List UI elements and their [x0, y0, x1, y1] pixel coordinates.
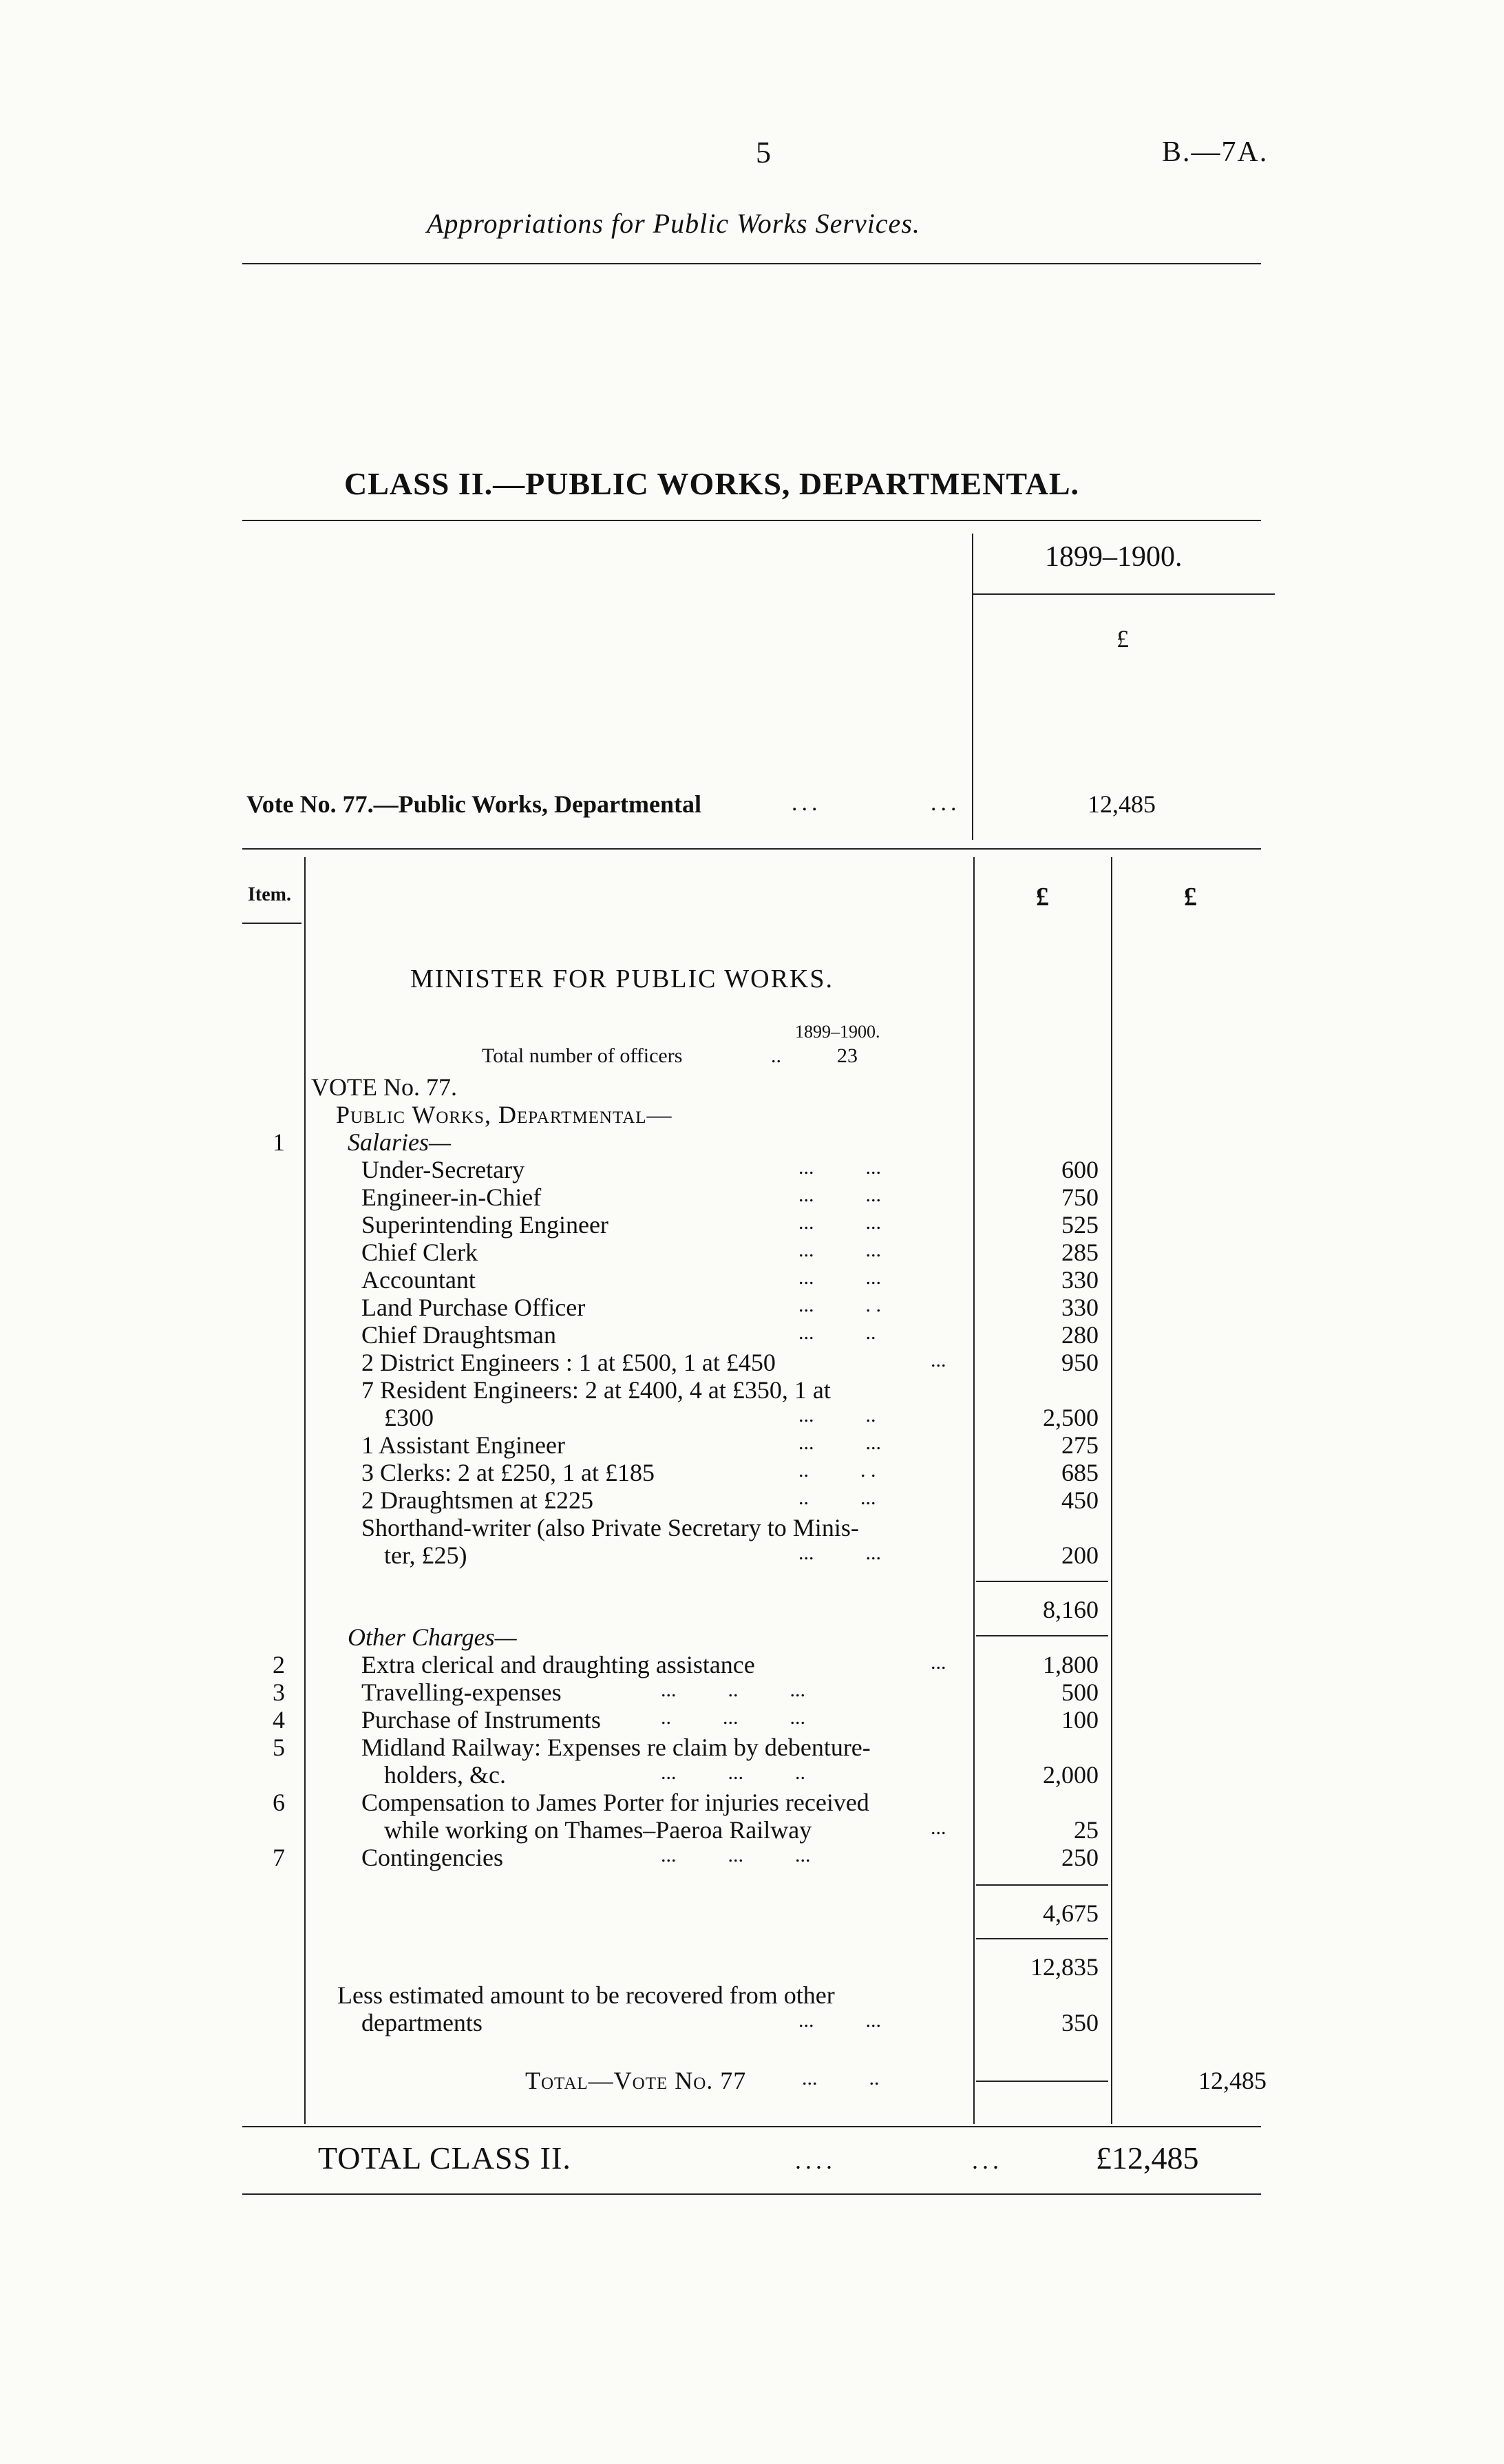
other-subtotal-rule-bottom [976, 1938, 1108, 1939]
summary-divider [972, 534, 973, 840]
vote-total-rule [976, 2081, 1108, 2082]
other-subtotal-rule-top [976, 1884, 1108, 1886]
salary-amount: 330 [1061, 1294, 1099, 1321]
officers-label: Total number of officers [482, 1044, 683, 1067]
vote-total-amount: 12,485 [1198, 2067, 1267, 2094]
salaries-subtotal-rule-top [976, 1581, 1108, 1582]
resident-engineers-amount: 2,500 [1043, 1404, 1099, 1431]
salary-dots: .. ... [798, 1486, 876, 1509]
col2-currency: £ [1184, 883, 1197, 912]
other-charge-amount: 1,800 [1043, 1651, 1099, 1678]
salary-amount: 950 [1061, 1349, 1099, 1376]
salary-label: Chief Clerk [361, 1239, 478, 1266]
compensation-line-1: Compensation to James Porter for injuries received [361, 1789, 869, 1816]
contingencies-amount: 250 [1061, 1844, 1099, 1871]
salary-dots: ... ... [798, 1239, 881, 1261]
salary-amount: 600 [1061, 1156, 1099, 1183]
midland-dots: ... ... .. [661, 1761, 805, 1784]
salary-label: 1 Assistant Engineer [361, 1431, 565, 1459]
salary-label: Superintending Engineer [361, 1211, 608, 1239]
vote-total-dots: ... .. [802, 2067, 880, 2089]
header-rule [242, 263, 1261, 264]
table-bottom-rule [242, 2126, 1261, 2127]
grand-total-dots-1: .... [795, 2147, 836, 2174]
less-recovered-amount: 350 [1061, 2009, 1099, 2036]
salary-dots: ... .. [798, 1321, 876, 1344]
salary-label: 3 Clerks: 2 at £250, 1 at £185 [361, 1459, 655, 1486]
other-charge-dots: ... .. ... [661, 1678, 805, 1701]
salary-label: 2 Draughtsmen at £225 [361, 1486, 593, 1514]
salary-label: Chief Draughtsman [361, 1321, 556, 1349]
vote-number: VOTE No. 77. [311, 1073, 457, 1101]
compensation-line-2: while working on Thames–Paeroa Railway [384, 1816, 812, 1844]
salary-dots: ... [931, 1349, 946, 1371]
salary-amount: 330 [1061, 1266, 1099, 1294]
midland-item-number: 5 [273, 1734, 285, 1761]
salary-label: Accountant [361, 1266, 476, 1294]
item-header-rule [242, 923, 301, 924]
salary-amount: 750 [1061, 1183, 1099, 1211]
midland-line-1: Midland Railway: Expenses re claim by debenture- [361, 1734, 871, 1761]
summary-vote-dots-1: ... [792, 790, 822, 816]
salary-dots: ... ... [798, 1266, 881, 1289]
salary-amount: 275 [1061, 1431, 1099, 1459]
class-title-rule [242, 520, 1261, 521]
vote-total-label: Total—Vote No. 77 [525, 2067, 747, 2094]
class-title: CLASS II.—PUBLIC WORKS, DEPARTMENTAL. [344, 466, 1080, 501]
resident-engineers-line-2: £300 [384, 1404, 434, 1431]
salary-amount: 280 [1061, 1321, 1099, 1349]
grand-total-amount: £12,485 [1096, 2140, 1199, 2176]
other-charge-dots: ... [931, 1651, 946, 1674]
other-charge-amount: 500 [1061, 1678, 1099, 1706]
other-charges-heading: Other Charges— [348, 1623, 517, 1651]
other-item-number: 2 [273, 1651, 285, 1678]
salaries-heading: Salaries— [348, 1128, 452, 1156]
summary-year-rule [972, 593, 1275, 595]
compensation-item-number: 6 [273, 1789, 285, 1816]
midland-amount: 2,000 [1043, 1761, 1099, 1789]
salary-amount: 450 [1061, 1486, 1099, 1514]
page-number: 5 [756, 136, 771, 169]
contingencies-item-number: 7 [273, 1844, 285, 1871]
less-recovered-line-1: Less estimated amount to be recovered from other [337, 1981, 835, 2009]
other-charge-dots: .. ... ... [661, 1706, 805, 1729]
salaries-subtotal-rule-bottom [976, 1635, 1108, 1636]
gross-total: 12,835 [1030, 1953, 1099, 1981]
salary-label: Under-Secretary [361, 1156, 525, 1183]
grand-total-label: TOTAL CLASS II. [318, 2140, 571, 2176]
other-item-number: 3 [273, 1678, 285, 1706]
salaries-item-number: 1 [273, 1128, 285, 1156]
officers-count: 23 [837, 1044, 858, 1067]
compensation-amount: 25 [1074, 1816, 1099, 1844]
summary-bottom-rule [242, 848, 1261, 850]
salary-amount: 685 [1061, 1459, 1099, 1486]
midland-line-2: holders, &c. [384, 1761, 506, 1789]
summary-vote-label: Vote No. 77.—Public Works, Departmental [246, 790, 701, 818]
salary-label: Engineer-in-Chief [361, 1183, 542, 1211]
vote-name: Public Works, Departmental— [336, 1101, 672, 1128]
shorthand-writer-line-1: Shorthand-writer (also Private Secretary to Minis- [361, 1514, 859, 1541]
salary-amount: 525 [1061, 1211, 1099, 1239]
item-header: Item. [248, 884, 291, 905]
summary-vote-amount: 12,485 [1088, 790, 1156, 818]
shorthand-writer-amount: 200 [1061, 1541, 1099, 1569]
item-column-divider [304, 857, 306, 2124]
officers-dots: .. [771, 1044, 781, 1067]
shorthand-writer-line-2: ter, £25) [384, 1541, 467, 1569]
summary-currency: £ [1116, 625, 1129, 653]
compensation-dots: ... [931, 1816, 946, 1839]
grand-total-rule [242, 2193, 1261, 2195]
salary-dots: ... ... [798, 1211, 881, 1234]
salary-dots: .. . . [798, 1459, 876, 1482]
less-recovered-line-2: departments [361, 2009, 483, 2036]
salary-label: 2 District Engineers : 1 at £500, 1 at £450 [361, 1349, 776, 1376]
other-item-number: 4 [273, 1706, 285, 1734]
summary-year: 1899–1900. [1045, 541, 1183, 573]
grand-total-dots-2: ... [972, 2147, 1003, 2174]
summary-vote-dots-2: ... [931, 790, 961, 816]
document-reference: B.—7A. [1162, 136, 1269, 168]
page-subtitle: Appropriations for Public Works Services. [427, 208, 920, 239]
contingencies-label: Contingencies [361, 1844, 503, 1871]
salary-dots: ... ... [798, 1183, 881, 1206]
col1-currency: £ [1036, 883, 1049, 912]
resident-engineers-dots: ... .. [798, 1404, 876, 1426]
salary-amount: 285 [1061, 1239, 1099, 1266]
other-charge-label: Extra clerical and draughting assistance [361, 1651, 755, 1678]
detail-column-divider [973, 857, 975, 2124]
resident-engineers-line-1: 7 Resident Engineers: 2 at £400, 4 at £350, 1 at [361, 1376, 831, 1404]
subtotal-column-divider [1111, 857, 1112, 2124]
less-recovered-dots: ... ... [798, 2009, 881, 2032]
salary-dots: ... . . [798, 1294, 881, 1316]
other-charge-label: Purchase of Instruments [361, 1706, 601, 1734]
contingencies-dots: ... ... ... [661, 1844, 811, 1866]
other-charge-label: Travelling-expenses [361, 1678, 562, 1706]
other-charge-amount: 100 [1061, 1706, 1099, 1734]
section-heading: MINISTER FOR PUBLIC WORKS. [410, 965, 834, 993]
officers-year: 1899–1900. [795, 1022, 880, 1042]
salary-dots: ... ... [798, 1431, 881, 1454]
shorthand-writer-dots: ... ... [798, 1541, 881, 1564]
other-charges-subtotal: 4,675 [1043, 1899, 1099, 1927]
salaries-subtotal: 8,160 [1043, 1596, 1099, 1623]
salary-dots: ... ... [798, 1156, 881, 1179]
salary-label: Land Purchase Officer [361, 1294, 586, 1321]
